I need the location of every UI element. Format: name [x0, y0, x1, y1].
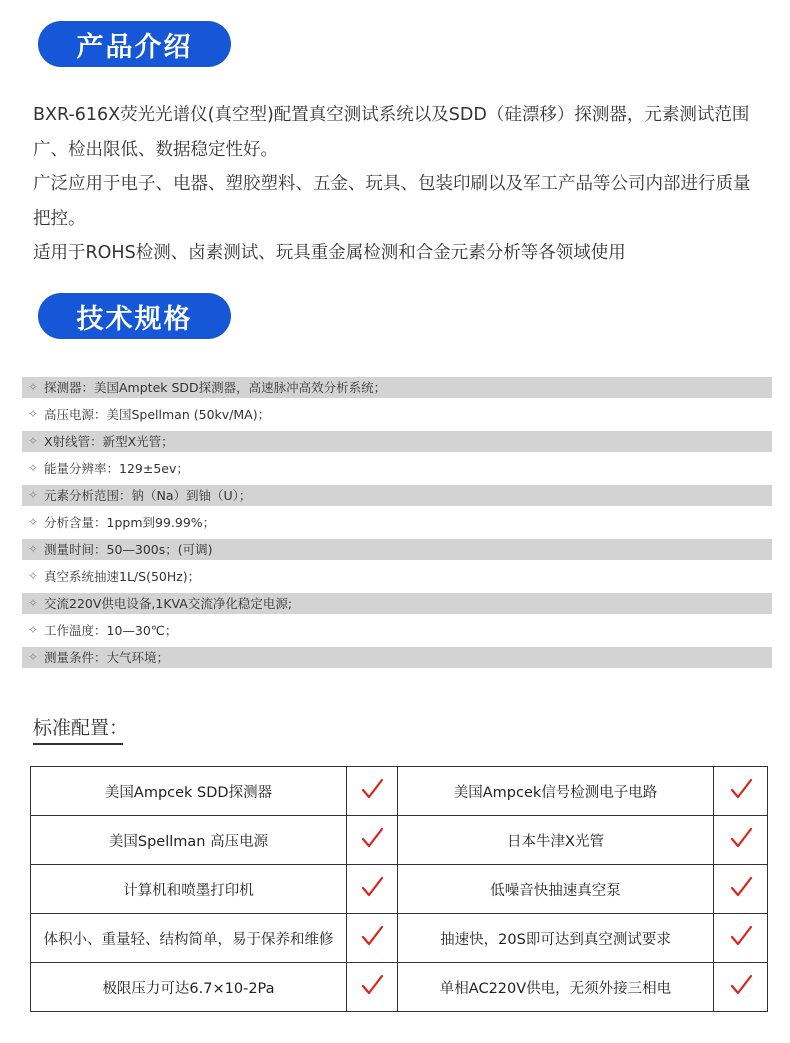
intro-text — [33, 98, 763, 271]
spec-item — [22, 431, 772, 452]
checkmark-icon — [360, 826, 384, 850]
checkmark-icon — [729, 924, 753, 948]
check-cell — [714, 865, 768, 914]
spec-item — [22, 647, 772, 668]
spec-item-text: 测量时间：50—300s；(可调) — [44, 542, 213, 557]
config-item: 美国Ampcek信号检测电子电路 — [398, 767, 714, 816]
table-row — [31, 767, 768, 816]
spec-item — [22, 539, 772, 560]
spec-item-text: 真空系统抽速1L/S(50Hz)； — [44, 569, 201, 584]
spec-item-text: 能量分辨率：129±5ev； — [44, 461, 189, 476]
sparkle-bullet-icon: ✧ — [27, 380, 39, 394]
check-cell — [347, 816, 398, 865]
spec-item — [22, 620, 772, 641]
sparkle-bullet-icon: ✧ — [27, 488, 39, 502]
spec-item — [22, 566, 772, 587]
table-row — [31, 963, 768, 1012]
checkmark-icon — [729, 826, 753, 850]
check-cell — [714, 816, 768, 865]
checkmark-icon — [360, 924, 384, 948]
table-row — [31, 865, 768, 914]
checkmark-icon — [729, 973, 753, 997]
checkmark-icon — [729, 875, 753, 899]
spec-item — [22, 512, 772, 533]
config-item: 美国Ampcek SDD探测器 — [31, 767, 347, 816]
checkmark-icon — [360, 973, 384, 997]
check-cell — [347, 865, 398, 914]
spec-item — [22, 404, 772, 425]
table-row — [31, 914, 768, 963]
config-item: 极限压力可达6.7×10-2Pa — [31, 963, 347, 1012]
intro-paragraph: 广泛应用于电子、电器、塑胶塑料、五金、玩具、包装印刷以及军工产品等公司内部进行质量把控。 — [33, 174, 751, 229]
check-cell — [347, 963, 398, 1012]
spec-item-text: 交流220V供电设备,1KVA交流净化稳定电源; — [44, 596, 293, 611]
sparkle-bullet-icon: ✧ — [27, 434, 39, 448]
spec-item — [22, 458, 772, 479]
config-item: 日本牛津X光管 — [398, 816, 714, 865]
checkmark-icon — [360, 777, 384, 801]
config-item: 单相AC220V供电，无须外接三相电 — [398, 963, 714, 1012]
sparkle-bullet-icon: ✧ — [27, 407, 39, 421]
check-cell — [714, 963, 768, 1012]
section-title-intro — [38, 21, 231, 67]
sparkle-bullet-icon: ✧ — [27, 515, 39, 529]
standard-config-title: 标准配置： — [33, 717, 129, 739]
sparkle-bullet-icon: ✧ — [27, 569, 39, 583]
spec-item-text: 高压电源：美国Spellman (50kv/MA)； — [44, 407, 271, 422]
sparkle-bullet-icon: ✧ — [27, 542, 39, 556]
sparkle-bullet-icon: ✧ — [27, 623, 39, 637]
checkmark-icon — [729, 777, 753, 801]
config-item: 美国Spellman 高压电源 — [31, 816, 347, 865]
section-title-intro-label: 产品介绍 — [76, 31, 193, 63]
config-item: 低噪音快抽速真空泵 — [398, 865, 714, 914]
config-item: 抽速快，20S即可达到真空测试要求 — [398, 914, 714, 963]
spec-item-text: 探测器：美国Amptek SDD探测器，高速脉冲高效分析系统； — [44, 380, 387, 395]
standard-config-underline — [33, 743, 123, 745]
spec-item-text: X射线管：新型X光管； — [44, 434, 174, 449]
check-cell — [714, 767, 768, 816]
spec-item — [22, 377, 772, 398]
spec-list — [22, 377, 772, 674]
sparkle-bullet-icon: ✧ — [27, 461, 39, 475]
spec-item-text: 测量条件：大气环境； — [44, 650, 170, 665]
check-cell — [347, 914, 398, 963]
checkmark-icon — [360, 875, 384, 899]
spec-item — [22, 593, 772, 614]
sparkle-bullet-icon: ✧ — [27, 650, 39, 664]
spec-item-text: 元素分析范围：钠（Na）到铀（U）； — [44, 488, 252, 503]
spec-item — [22, 485, 772, 506]
section-title-spec — [38, 293, 231, 339]
spec-item-text: 分析含量：1ppm到99.99%； — [44, 515, 216, 530]
sparkle-bullet-icon: ✧ — [27, 596, 39, 610]
intro-paragraph: BXR-616X荧光光谱仪(真空型)配置真空测试系统以及SDD（硅漂移）探测器，元素测试范围广、检出限低、数据稳定性好。 — [33, 105, 750, 160]
standard-config-table — [30, 766, 768, 1012]
spec-item-text: 工作温度：10—30℃； — [44, 623, 178, 638]
config-item: 体积小、重量轻、结构简单，易于保养和维修 — [31, 914, 347, 963]
check-cell — [714, 914, 768, 963]
config-item: 计算机和喷墨打印机 — [31, 865, 347, 914]
check-cell — [347, 767, 398, 816]
section-title-spec-label: 技术规格 — [76, 303, 193, 335]
table-row — [31, 816, 768, 865]
intro-paragraph: 适用于ROHS检测、卤素测试、玩具重金属检测和合金元素分析等各领域使用 — [33, 243, 626, 263]
